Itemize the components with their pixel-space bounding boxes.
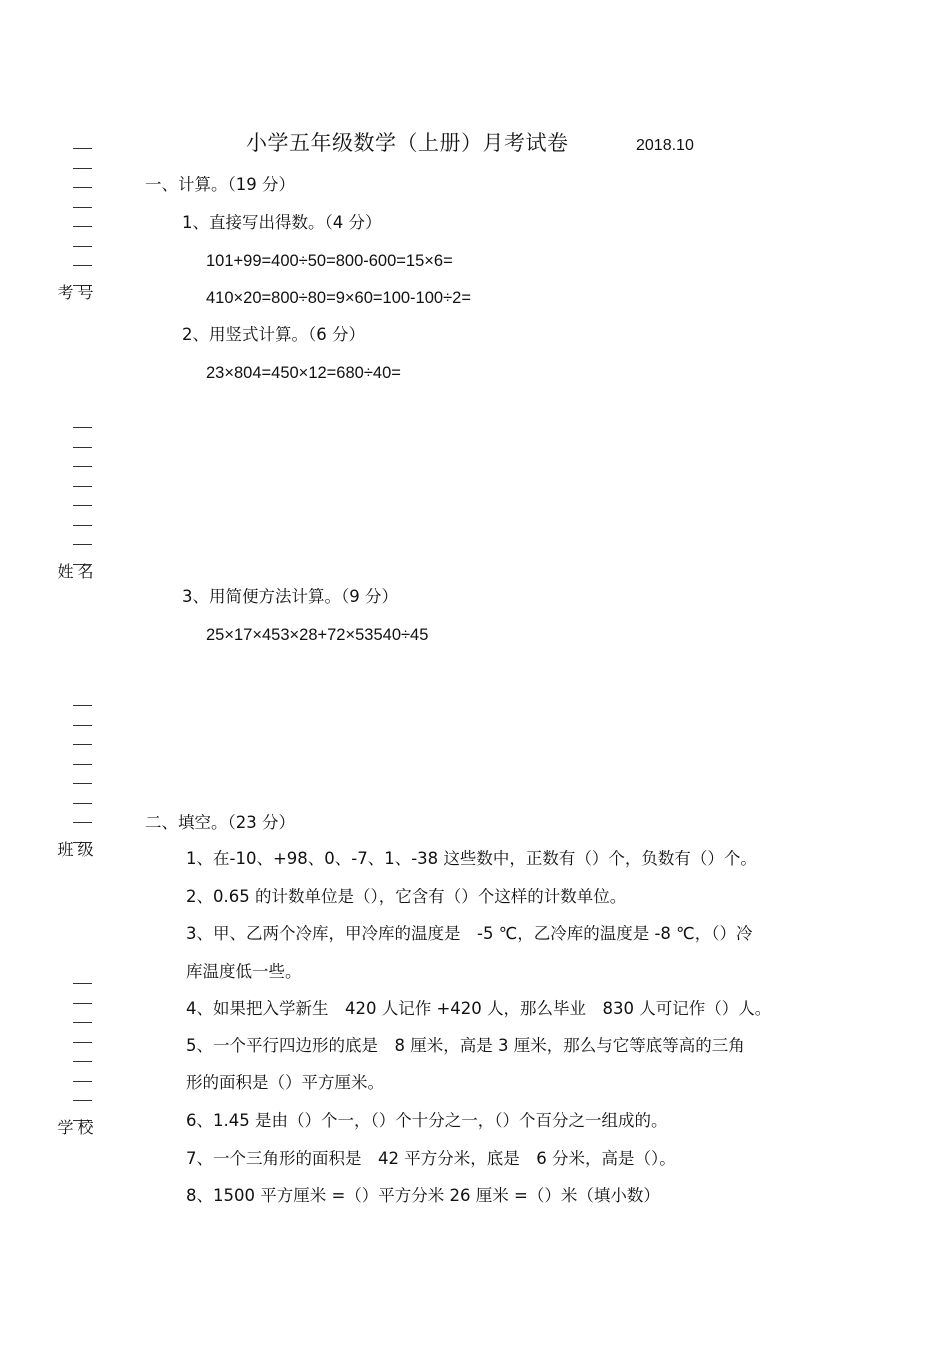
margin-dash xyxy=(73,148,92,149)
class-label xyxy=(55,841,94,857)
margin-dash xyxy=(73,822,92,823)
margin-char: 考 xyxy=(55,284,74,300)
school-label xyxy=(55,1119,94,1135)
fill-item-5-cont: 形的面积是（）平方厘米。 xyxy=(186,1073,384,1092)
section2-heading: 二、填空。（23 分） xyxy=(145,813,295,832)
fill-item-1: 1、在-10、+98、0、-7、1、-38 这些数中，正数有（）个，负数有（）个。 xyxy=(186,849,757,868)
margin-dash xyxy=(73,1042,92,1043)
margin-char: 级 xyxy=(75,841,94,857)
margin-dash xyxy=(73,486,92,487)
q3-line1: 25×17×453×28+72×53540÷45 xyxy=(206,626,429,644)
fill-item-4: 4、如果把入学新生 420 人记作 +420 人，那么毕业 830 人可记作（）人。 xyxy=(186,999,772,1018)
q2-label: 2、用竖式计算。（6 分） xyxy=(182,325,365,344)
margin-dash xyxy=(73,1003,92,1004)
margin-dash xyxy=(73,1022,92,1023)
fill-item-3: 3、甲、乙两个冷库，甲冷库的温度是 -5 ℃，乙冷库的温度是 -8 ℃，（）冷 xyxy=(186,924,753,943)
margin-dash xyxy=(73,1061,92,1062)
margin-dash xyxy=(73,1100,92,1101)
page-title: 小学五年级数学（上册）月考试卷 xyxy=(246,131,569,155)
margin-char: 名 xyxy=(75,563,94,579)
exam-number-label xyxy=(55,284,94,300)
fill-item-3-cont: 库温度低一些。 xyxy=(186,962,302,981)
margin-dash xyxy=(73,427,92,428)
section1-heading: 一、计算。（19 分） xyxy=(145,175,295,194)
name-label xyxy=(55,563,94,579)
margin-char: 姓 xyxy=(55,563,74,579)
margin-dash xyxy=(73,265,92,266)
margin-dash xyxy=(73,168,92,169)
margin-char: 学 xyxy=(55,1119,74,1135)
margin-dash xyxy=(73,803,92,804)
margin-char: 班 xyxy=(55,841,74,857)
margin-dash xyxy=(73,207,92,208)
margin-dash xyxy=(73,725,92,726)
margin-dash xyxy=(73,705,92,706)
margin-dash xyxy=(73,783,92,784)
fill-item-6: 6、1.45 是由（）个一，（）个十分之一，（）个百分之一组成的。 xyxy=(186,1111,668,1130)
fill-item-5: 5、一个平行四边形的底是 8 厘米，高是 3 厘米，那么与它等底等高的三角 xyxy=(186,1036,745,1055)
margin-dash xyxy=(73,226,92,227)
margin-dash xyxy=(73,466,92,467)
margin-dash xyxy=(73,1081,92,1082)
margin-dash xyxy=(73,447,92,448)
fill-item-2: 2、0.65 的计数单位是（），它含有（）个这样的计数单位。 xyxy=(186,887,627,906)
q1-line2: 410×20=800÷80=9×60=100-100÷2= xyxy=(206,289,471,307)
q1-line1: 101+99=400÷50=800-600=15×6= xyxy=(206,252,453,270)
margin-dash xyxy=(73,246,92,247)
margin-dash xyxy=(73,764,92,765)
margin-dash xyxy=(73,983,92,984)
q3-label: 3、用简便方法计算。（9 分） xyxy=(182,587,398,606)
q1-label: 1、直接写出得数。（4 分） xyxy=(182,213,382,232)
margin-dash xyxy=(73,744,92,745)
margin-char: 号 xyxy=(75,284,94,300)
fill-item-8: 8、1500 平方厘米 =（）平方分米 26 厘米 =（）米（填小数） xyxy=(186,1186,660,1205)
margin-dash xyxy=(73,525,92,526)
margin-dash xyxy=(73,505,92,506)
margin-dash xyxy=(73,544,92,545)
margin-char: 校 xyxy=(75,1119,94,1135)
fill-item-7: 7、一个三角形的面积是 42 平方分米，底是 6 分米，高是（）。 xyxy=(186,1149,676,1168)
q2-line1: 23×804=450×12=680÷40= xyxy=(206,364,401,382)
exam-date: 2018.10 xyxy=(636,137,694,154)
margin-dash xyxy=(73,187,92,188)
